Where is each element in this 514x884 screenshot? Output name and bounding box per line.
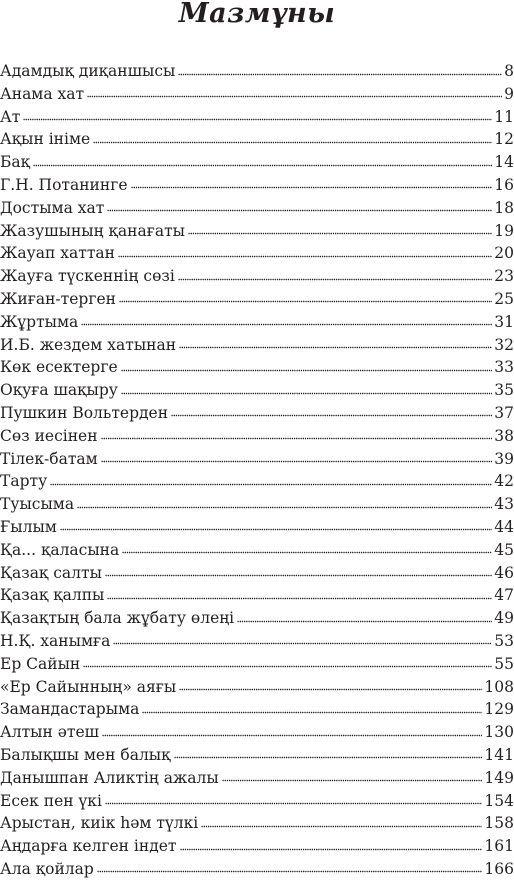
toc-entry-title: Н.Қ. ханымға xyxy=(0,631,111,650)
toc-entry-page-number: 129 xyxy=(484,700,514,719)
toc-entry-title: Алтын әтеш xyxy=(0,723,100,742)
toc-entry-page-number: 12 xyxy=(494,130,514,149)
dot-leader xyxy=(237,619,492,623)
toc-entry-page-number: 8 xyxy=(504,62,514,80)
toc-entry[interactable] xyxy=(0,128,514,151)
dot-leader xyxy=(50,482,492,486)
dot-leader xyxy=(119,300,492,304)
toc-entry[interactable] xyxy=(0,653,514,676)
toc-entry-page-number: 55 xyxy=(494,654,514,673)
toc-entry-title: Замандастарыма xyxy=(0,700,140,719)
dot-leader xyxy=(121,391,492,395)
toc-entry-title: Жауға түскеннің сөзі xyxy=(0,267,175,286)
dot-leader xyxy=(102,733,482,737)
toc-entry[interactable] xyxy=(0,470,514,493)
toc-entry[interactable] xyxy=(0,744,514,767)
toc-entry[interactable] xyxy=(0,607,514,630)
toc-entry-title: Ақын ініме xyxy=(0,130,91,149)
toc-entry-title: Г.Н. Потанинге xyxy=(0,175,128,194)
toc-entry[interactable] xyxy=(0,858,514,881)
toc-entry[interactable] xyxy=(0,698,514,721)
toc-entry-title: И.Б. жездем хатынан xyxy=(0,335,177,354)
dot-leader xyxy=(101,460,493,464)
toc-entry[interactable] xyxy=(0,220,514,243)
dot-leader xyxy=(222,779,483,783)
toc-entry[interactable] xyxy=(0,83,514,106)
dot-leader xyxy=(83,665,492,669)
toc-entry-page-number: 33 xyxy=(494,358,514,377)
toc-entry-page-number: 31 xyxy=(494,312,514,331)
toc-entry-title: Тілек-батам xyxy=(0,449,98,468)
toc-entry-page-number: 149 xyxy=(484,768,514,787)
toc-entry-page-number: 158 xyxy=(484,814,514,833)
dot-leader xyxy=(105,802,482,806)
toc-entry[interactable] xyxy=(0,790,514,813)
dot-leader xyxy=(118,254,492,258)
toc-entry-title: Туысыма xyxy=(0,495,75,514)
dot-leader xyxy=(23,118,492,122)
toc-entry-title: Адамдық диқаншысы xyxy=(0,62,176,80)
toc-entry-title: Қазақ салты xyxy=(0,563,102,582)
toc-entry[interactable] xyxy=(0,425,514,448)
toc-entry[interactable] xyxy=(0,334,514,357)
dot-leader xyxy=(178,72,502,76)
toc-entry-title: Ер Сайын xyxy=(0,654,81,673)
dot-leader xyxy=(113,642,492,646)
toc-entry[interactable] xyxy=(0,174,514,197)
toc-entry-title: Қа... қаласына xyxy=(0,540,120,559)
dot-leader xyxy=(174,756,483,760)
toc-entry[interactable] xyxy=(0,288,514,311)
dot-leader xyxy=(105,574,492,578)
toc-entry-page-number: 25 xyxy=(494,289,514,308)
toc-entry-title: Қазақтың бала жұбату өлеңі xyxy=(0,609,235,628)
dot-leader xyxy=(107,596,492,600)
dot-leader xyxy=(33,163,492,167)
dot-leader xyxy=(122,551,492,555)
dot-leader xyxy=(97,870,483,874)
toc-entry-page-number: 161 xyxy=(484,837,514,856)
toc-entry-page-number: 141 xyxy=(484,745,514,764)
dot-leader xyxy=(188,232,492,236)
toc-entry-title: Жиған-терген xyxy=(0,289,116,308)
toc-entry[interactable] xyxy=(0,835,514,858)
toc-entry-title: Ғылым xyxy=(0,517,57,536)
toc-entry-page-number: 18 xyxy=(494,198,514,217)
toc-entry-page-number: 49 xyxy=(494,609,514,628)
table-of-contents xyxy=(0,60,514,881)
toc-entry[interactable] xyxy=(0,242,514,265)
toc-entry[interactable] xyxy=(0,539,514,562)
toc-entry-title: Жауап хаттан xyxy=(0,244,115,263)
toc-entry-page-number: 42 xyxy=(494,472,514,491)
toc-entry-page-number: 154 xyxy=(484,791,514,810)
toc-entry[interactable] xyxy=(0,493,514,516)
toc-entry-page-number: 11 xyxy=(494,107,514,126)
toc-entry-title: Жазушының қанағаты xyxy=(0,221,185,240)
toc-entry-page-number: 20 xyxy=(494,244,514,263)
toc-entry-page-number: 38 xyxy=(494,426,514,445)
toc-entry-title: Есек пен үкі xyxy=(0,791,102,810)
toc-entry-title: Көк есектерге xyxy=(0,358,118,377)
toc-entry[interactable] xyxy=(0,562,514,585)
toc-entry-page-number: 46 xyxy=(494,563,514,582)
toc-entry-page-number: 53 xyxy=(494,631,514,650)
toc-entry[interactable] xyxy=(0,516,514,539)
dot-leader xyxy=(87,95,502,99)
dot-leader xyxy=(171,414,492,418)
toc-entry[interactable] xyxy=(0,584,514,607)
dot-leader xyxy=(142,710,482,714)
toc-entry-title: Ала қойлар xyxy=(0,859,94,878)
toc-entry-page-number: 16 xyxy=(494,175,514,194)
toc-entry[interactable] xyxy=(0,630,514,653)
toc-entry-page-number: 45 xyxy=(494,540,514,559)
toc-entry-page-number: 9 xyxy=(504,84,514,103)
toc-entry-title: Бақ xyxy=(0,153,31,172)
dot-leader xyxy=(60,528,492,532)
dot-leader xyxy=(77,505,492,509)
toc-entry-page-number: 43 xyxy=(494,495,514,514)
toc-entry-title: Оқуға шақыру xyxy=(0,381,118,400)
toc-entry-title: Аңдарға келген індет xyxy=(0,837,177,856)
toc-entry-title: Сөз иесінен xyxy=(0,426,98,445)
dot-leader xyxy=(121,368,493,372)
toc-entry-page-number: 23 xyxy=(494,267,514,286)
toc-entry[interactable] xyxy=(0,60,514,83)
dot-leader xyxy=(107,209,492,213)
toc-entry-page-number: 47 xyxy=(494,586,514,605)
toc-entry-page-number: 166 xyxy=(484,859,514,878)
toc-entry[interactable] xyxy=(0,356,514,379)
toc-entry-title: Анама хат xyxy=(0,84,85,103)
toc-entry-page-number: 130 xyxy=(484,723,514,742)
dot-leader xyxy=(201,824,482,828)
toc-entry-page-number: 44 xyxy=(494,517,514,536)
toc-entry-page-number: 32 xyxy=(494,335,514,354)
toc-entry-title: Ат xyxy=(0,107,21,126)
toc-entry-title: «Ер Сайынның» аяғы xyxy=(0,677,177,696)
toc-entry-page-number: 39 xyxy=(494,449,514,468)
toc-entry[interactable] xyxy=(0,379,514,402)
toc-entry-title: Балықшы мен балық xyxy=(0,745,171,764)
dot-leader xyxy=(81,323,492,327)
toc-entry[interactable] xyxy=(0,151,514,174)
toc-entry-title: Пушкин Вольтерден xyxy=(0,403,169,422)
toc-entry[interactable] xyxy=(0,767,514,790)
dot-leader xyxy=(131,186,493,190)
toc-entry[interactable] xyxy=(0,311,514,334)
toc-entry-title: Жұртыма xyxy=(0,312,79,331)
dot-leader xyxy=(101,437,493,441)
toc-entry[interactable] xyxy=(0,812,514,835)
toc-entry-title: Қазақ қалпы xyxy=(0,586,105,605)
toc-entry-page-number: 108 xyxy=(484,677,514,696)
toc-entry[interactable] xyxy=(0,265,514,288)
dot-leader xyxy=(180,847,483,851)
toc-entry-page-number: 35 xyxy=(494,381,514,400)
toc-entry-page-number: 14 xyxy=(494,153,514,172)
toc-entry[interactable] xyxy=(0,721,514,744)
dot-leader xyxy=(179,346,492,350)
toc-entry-title: Тарту xyxy=(0,472,48,491)
toc-entry[interactable] xyxy=(0,402,514,425)
toc-entry-title: Данышпан Аликтің ажалы xyxy=(0,768,219,787)
dot-leader xyxy=(179,688,482,692)
toc-entry[interactable] xyxy=(0,448,514,471)
toc-entry-page-number: 37 xyxy=(494,403,514,422)
page-title: Мазмұны xyxy=(178,0,336,29)
toc-entry-title: Достыма хат xyxy=(0,198,105,217)
toc-entry[interactable] xyxy=(0,676,514,699)
toc-entry-title: Арыстан, киік һәм түлкі xyxy=(0,814,199,833)
toc-entry[interactable] xyxy=(0,197,514,220)
dot-leader xyxy=(93,140,492,144)
dot-leader xyxy=(178,277,492,281)
toc-entry-page-number: 19 xyxy=(494,221,514,240)
toc-entry[interactable] xyxy=(0,106,514,129)
